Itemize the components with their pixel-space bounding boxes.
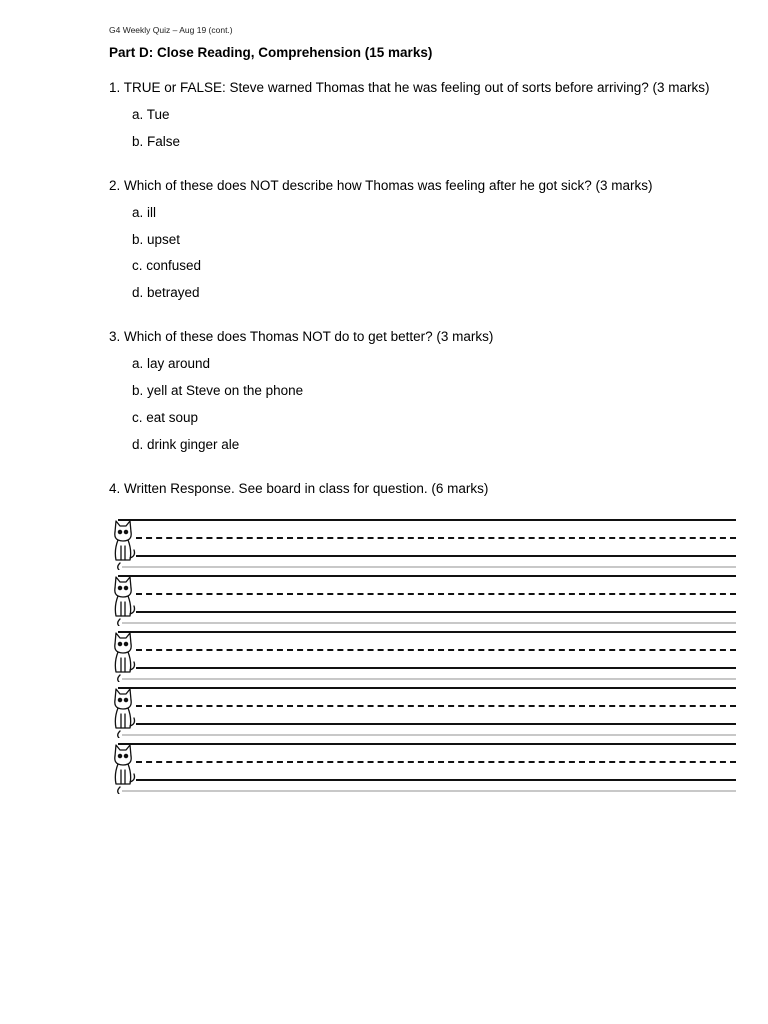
question-3-option-c: c. eat soup xyxy=(132,410,199,425)
writing-top-line xyxy=(118,631,736,633)
question-3-option-d: d. drink ginger ale xyxy=(132,437,240,452)
writing-dashed-midline xyxy=(136,649,736,651)
writing-descender-line xyxy=(122,734,736,736)
question-2-option-a: a. ill xyxy=(132,205,157,220)
writing-row xyxy=(108,626,738,682)
writing-baseline xyxy=(136,667,736,669)
writing-top-line xyxy=(118,743,736,745)
writing-area xyxy=(108,514,738,796)
question-1-option-b: b. False xyxy=(132,134,181,149)
writing-baseline xyxy=(136,723,736,725)
writing-row xyxy=(108,682,738,738)
question-1-option-a: a. Tue xyxy=(132,107,170,122)
cat-icon xyxy=(108,516,138,570)
writing-top-line xyxy=(118,575,736,577)
header-note: G4 Weekly Quiz – Aug 19 (cont.) xyxy=(109,25,233,35)
cat-icon xyxy=(108,684,138,738)
cat-icon xyxy=(108,628,138,682)
writing-descender-line xyxy=(122,790,736,792)
writing-top-line xyxy=(118,519,736,521)
cat-icon xyxy=(108,572,138,626)
writing-baseline xyxy=(136,555,736,557)
question-3-option-a: a. lay around xyxy=(132,356,211,371)
question-2-option-c: c. confused xyxy=(132,258,202,273)
section-title: Part D: Close Reading, Comprehension (15 marks) xyxy=(109,45,433,60)
writing-dashed-midline xyxy=(136,537,736,539)
writing-dashed-midline xyxy=(136,593,736,595)
question-2-option-b: b. upset xyxy=(132,232,181,247)
question-3-option-b: b. yell at Steve on the phone xyxy=(132,383,304,398)
writing-top-line xyxy=(118,687,736,689)
writing-row xyxy=(108,738,738,794)
writing-dashed-midline xyxy=(136,705,736,707)
writing-descender-line xyxy=(122,566,736,568)
question-4: 4. Written Response. See board in class for question. (6 marks) xyxy=(109,481,489,496)
cat-icon xyxy=(108,740,138,794)
writing-row xyxy=(108,514,738,570)
writing-descender-line xyxy=(122,678,736,680)
writing-baseline xyxy=(136,611,736,613)
question-1: 1. TRUE or FALSE: Steve warned Thomas that he was feeling out of sorts before arriving? (3 marks) xyxy=(109,80,710,95)
question-2: 2. Which of these does NOT describe how Thomas was feeling after he got sick? (3 marks) xyxy=(109,178,653,193)
writing-dashed-midline xyxy=(136,761,736,763)
writing-row xyxy=(108,570,738,626)
question-2-option-d: d. betrayed xyxy=(132,285,200,300)
question-3: 3. Which of these does Thomas NOT do to get better? (3 marks) xyxy=(109,329,494,344)
writing-descender-line xyxy=(122,622,736,624)
writing-baseline xyxy=(136,779,736,781)
